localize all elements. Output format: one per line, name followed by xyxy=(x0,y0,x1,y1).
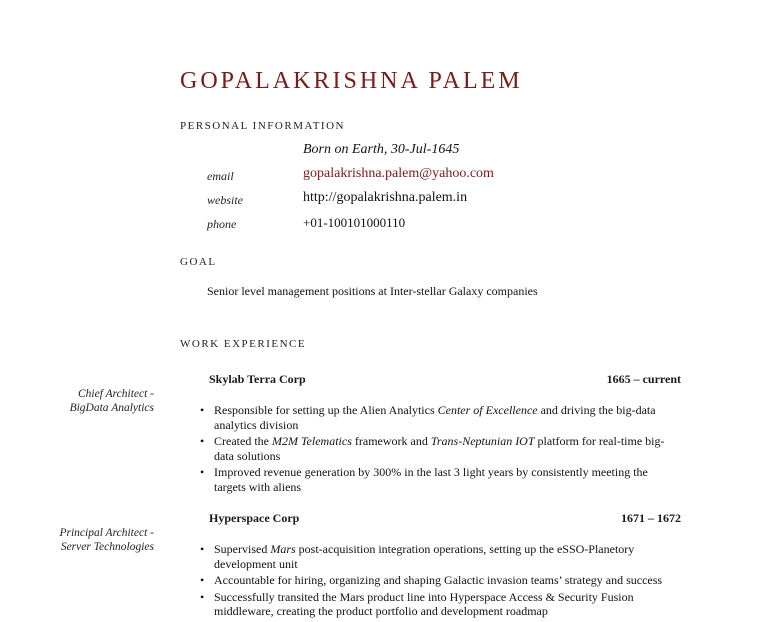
job-period: 1671 – 1672 xyxy=(621,511,681,525)
bullet-text: Trans-Neptunian IOT xyxy=(430,434,535,448)
website-label: website xyxy=(207,193,243,207)
bullet-text: Accountable for hiring, organizing and shaping Galactic invasion teams’ strategy and success xyxy=(214,573,663,587)
job-company: Hyperspace Corp xyxy=(209,511,300,525)
job-period: 1665 – current xyxy=(606,372,681,386)
bullet-text: Supervised xyxy=(214,542,271,556)
bullet-item xyxy=(200,573,680,588)
bullet-text: and driving the big-data analytics division xyxy=(214,403,656,432)
email-label: email xyxy=(207,169,234,183)
bullet-item xyxy=(200,403,680,432)
birth-text: Born on Earth, 30-Jul-1645 xyxy=(303,142,460,157)
email-link[interactable]: gopalakrishna.palem@yahoo.com xyxy=(303,166,494,181)
bullet-text: Created the xyxy=(214,434,272,448)
job-company: Skylab Terra Corp xyxy=(209,372,306,386)
bullet-text: Responsible for setting up the Alien Analytics xyxy=(214,403,438,417)
bullet-item xyxy=(200,542,680,571)
bullet-item xyxy=(200,434,680,463)
bullet-text: Center of Excellence xyxy=(437,403,538,417)
website-link[interactable]: http://gopalakrishna.palem.in xyxy=(303,190,468,205)
bullet-item xyxy=(200,465,680,494)
job-role-line1: Principal Architect - xyxy=(59,527,154,539)
bullet-text: platform for real-time big-data solutions xyxy=(214,434,665,463)
resume-name: GOPALAKRISHNA PALEM xyxy=(180,68,523,94)
job-bullets xyxy=(200,542,680,621)
job-role-line1: Chief Architect - xyxy=(77,388,154,400)
bullet-text: framework and xyxy=(351,434,431,448)
bullet-text: Improved revenue generation by 300% in the last 3 light years by consistently meeting the targets with aliens xyxy=(214,465,648,494)
bullet-text: post-acquisition integration operations, setting up the eSSO-Planetory development unit xyxy=(214,542,635,571)
birth-info xyxy=(303,142,459,158)
job-bullets xyxy=(200,403,680,496)
job-role xyxy=(4,387,154,415)
phone-label: phone xyxy=(207,217,237,231)
bullet-text: M2M Telematics xyxy=(271,434,352,448)
job-role-line2: BigData Analytics xyxy=(69,402,154,414)
bullet-item xyxy=(200,590,680,619)
goal-text: Senior level management positions at Inter-stellar Galaxy companies xyxy=(207,284,538,298)
phone-value: +01-100101000110 xyxy=(303,215,406,230)
section-heading-personal: PERSONAL INFORMATION xyxy=(180,120,345,132)
bullet-text: Successfully transited the Mars product line into Hyperspace Access & Security Fusion middleware, creating the product portfolio and development roadmap xyxy=(214,589,634,618)
section-heading-work: WORK EXPERIENCE xyxy=(180,338,307,350)
job-role-line2: Server Technologies xyxy=(60,541,154,553)
section-heading-goal: GOAL xyxy=(180,256,217,268)
job-role xyxy=(4,526,154,554)
bullet-text: Mars xyxy=(270,542,296,556)
